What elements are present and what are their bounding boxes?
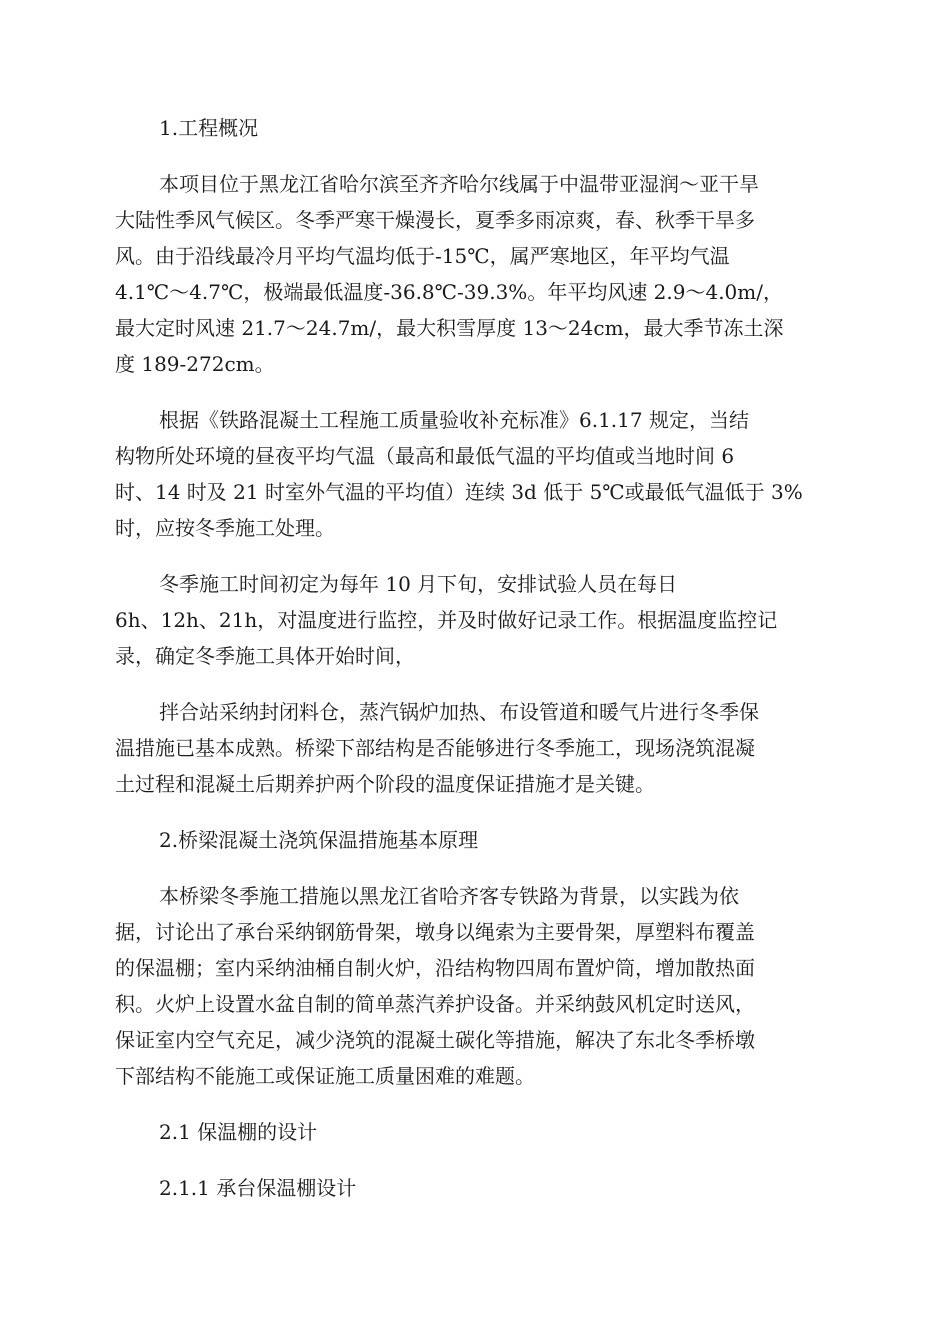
text-line: 录，确定冬季施工具体开始时间， [115, 644, 415, 668]
text-line: 积。火炉上设置水盆自制的简单蒸汽养护设备。并采纳鼓风机定时送风， [115, 992, 755, 1016]
text-line: 拌合站采纳封闭料仓，蒸汽锅炉加热、布设管道和暖气片进行冬季保 [159, 700, 759, 724]
paragraph-project-overview [115, 166, 835, 382]
text-line: 6h、12h、21h，对温度进行监控，并及时做好记录工作。根据温度监控记 [115, 608, 778, 632]
paragraph-mixing-station [115, 694, 835, 802]
text-line: 土过程和混凝土后期养护两个阶段的温度保证措施才是关键。 [115, 772, 655, 796]
paragraph-schedule [115, 566, 835, 674]
text-line: 风。由于沿线最冷月平均气温均低于-15℃，属严寒地区，年平均气温 [115, 244, 730, 268]
text-line: 时，应按冬季施工处理。 [115, 516, 335, 540]
text-line: 4.1℃～4.7℃，极端最低温度-36.8℃-39.3%。年平均风速 2.9～4.0m/， [115, 280, 783, 304]
text-line: 冬季施工时间初定为每年 10 月下旬，安排试验人员在每日 [159, 572, 678, 596]
paragraph-standard-reference [115, 402, 835, 546]
text-line: 最大定时风速 21.7～24.7m/，最大积雪厚度 13～24cm，最大季节冻土深 [115, 316, 784, 340]
text-line: 下部结构不能施工或保证施工质量困难的难题。 [115, 1064, 535, 1088]
text-line: 本项目位于黑龙江省哈尔滨至齐齐哈尔线属于中温带亚湿润～亚干旱 [159, 172, 759, 196]
text-line: 温措施已基本成熟。桥梁下部结构是否能够进行冬季施工，现场浇筑混凝 [115, 736, 755, 760]
document-body [115, 110, 835, 1226]
paragraph-principles [115, 878, 835, 1094]
text-line: 据，讨论出了承台采纳钢筋骨架，墩身以绳索为主要骨架，厚塑料布覆盖 [115, 920, 755, 944]
section-heading: 1.工程概况 [159, 116, 259, 140]
text-line: 时、14 时及 21 时室外气温的平均值）连续 3d 低于 5℃或最低气温低于 3% [115, 480, 803, 504]
subsection-heading: 2.1 保温棚的设计 [159, 1120, 318, 1144]
subsubsection-heading: 2.1.1 承台保温棚设计 [159, 1176, 357, 1200]
text-line: 度 189-272cm。 [115, 352, 275, 376]
text-line: 保证室内空气充足，减少浇筑的混凝土碳化等措施，解决了东北冬季桥墩 [115, 1028, 755, 1052]
text-line: 大陆性季风气候区。冬季严寒干燥漫长，夏季多雨凉爽，春、秋季干旱多 [115, 208, 755, 232]
text-line: 的保温棚；室内采纳油桶自制火炉，沿结构物四周布置炉筒，增加散热面 [115, 956, 755, 980]
text-line: 本桥梁冬季施工措施以黑龙江省哈齐客专铁路为背景，以实践为依 [159, 884, 739, 908]
text-line: 根据《铁路混凝土工程施工质量验收补充标准》6.1.17 规定，当结 [159, 408, 749, 432]
text-line: 构物所处环境的昼夜平均气温（最高和最低气温的平均值或当地时间 6 [115, 444, 735, 468]
section-heading: 2.桥梁混凝土浇筑保温措施基本原理 [159, 828, 479, 852]
